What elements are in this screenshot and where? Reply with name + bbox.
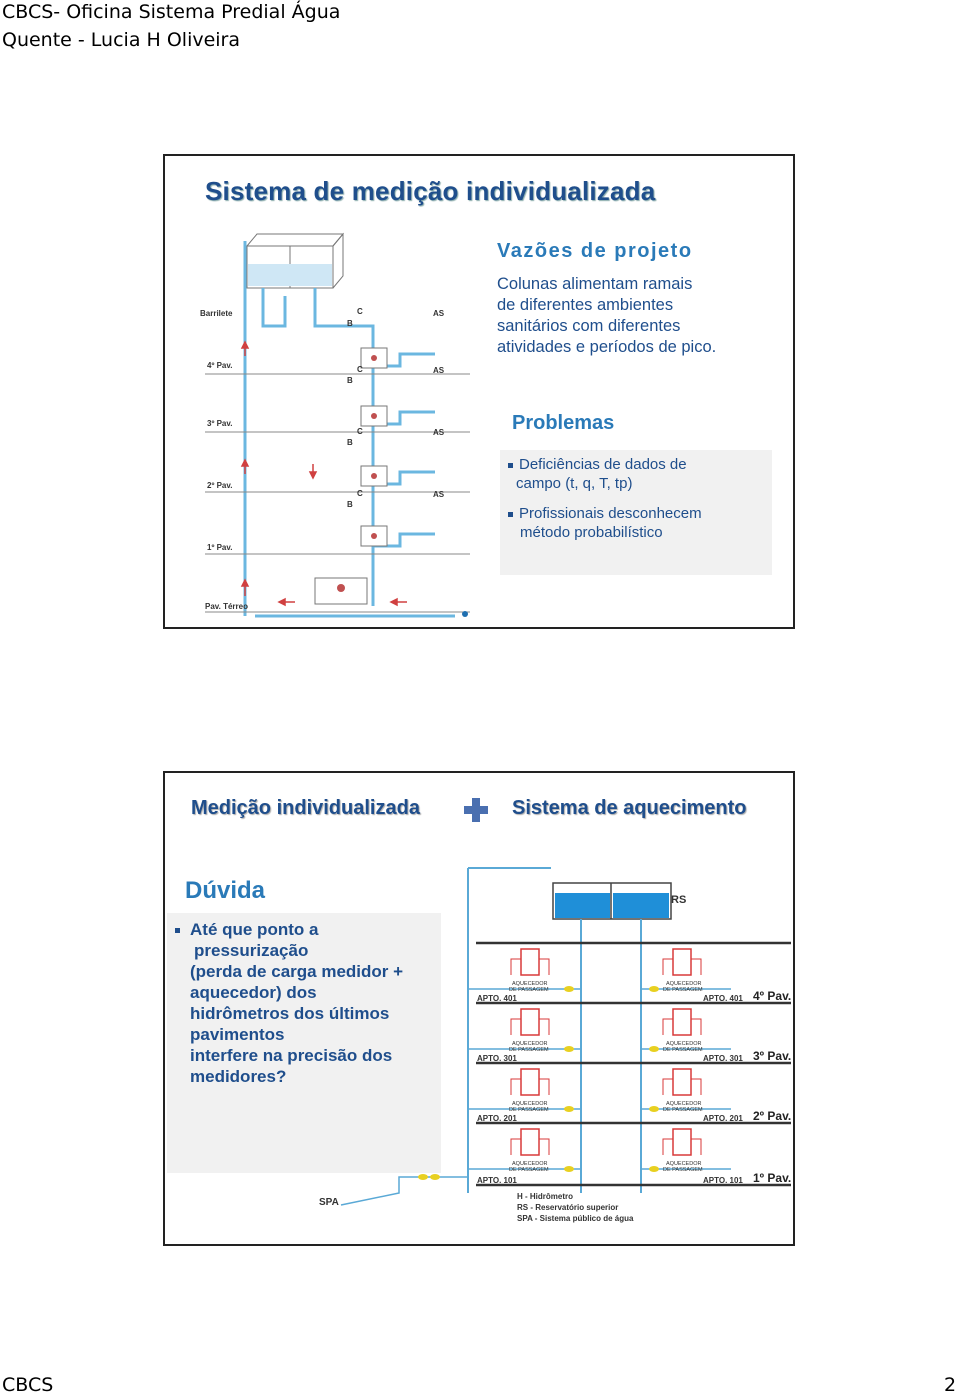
aquecedor-label: DE PASSAGEM <box>663 1047 703 1053</box>
rs-label: RS <box>671 894 687 906</box>
aquecedor-label: DE PASSAGEM <box>663 987 703 993</box>
header-line-1: CBCS- Oficina Sistema Predial Água <box>2 1 341 23</box>
apto-label: APTO. 101 <box>477 1176 517 1185</box>
label-4pav: 4º Pav. <box>207 361 233 370</box>
apto-label: APTO. 201 <box>477 1114 517 1123</box>
problemas-title: Problemas <box>512 412 615 434</box>
label-c: C <box>357 427 363 436</box>
aquecedor-label: DE PASSAGEM <box>509 1047 549 1053</box>
vazoes-title: Vazões de projeto <box>497 240 693 262</box>
label-c: C <box>357 489 363 498</box>
apto-label: APTO. 401 <box>703 994 743 1003</box>
legend-item: H - Hidrômetro <box>517 1192 573 1201</box>
aquecimento-title: Sistema de aquecimento <box>512 797 747 819</box>
aquecedor-label: DE PASSAGEM <box>509 1107 549 1113</box>
footer-left: CBCS <box>2 1374 54 1396</box>
page-number: 2 <box>944 1374 957 1396</box>
aquecedor-label: AQUECEDOR <box>666 1041 702 1047</box>
label-b: B <box>347 438 353 447</box>
slide-1 <box>163 154 795 629</box>
plus-icon <box>464 798 488 822</box>
label-as: AS <box>433 366 445 375</box>
vazoes-text <box>497 274 757 358</box>
duvida-text: Até que ponto a pressurização (perda de carga medidor + aquecedor) dos hidrômetros dos últimos pavimentos interfere na precisão dos medidores? <box>190 920 404 1086</box>
apto-label: APTO. 401 <box>477 994 517 1003</box>
apto-label: APTO. 301 <box>477 1054 517 1063</box>
apto-label: APTO. 201 <box>703 1114 743 1123</box>
problemas-box <box>500 450 772 575</box>
label-as: AS <box>433 428 445 437</box>
aquecedor-label: AQUECEDOR <box>666 1161 702 1167</box>
legend-item: SPA - Sistema público de água <box>517 1214 634 1223</box>
pav-label: 4º Pav. <box>753 989 791 1003</box>
aquecedor-label: AQUECEDOR <box>512 1161 548 1167</box>
aquecedor-label: AQUECEDOR <box>512 1041 548 1047</box>
header-line-2: Quente - Lucia H Oliveira <box>2 29 241 51</box>
label-2pav: 2º Pav. <box>207 481 233 490</box>
label-as: AS <box>433 309 445 318</box>
label-3pav: 3º Pav. <box>207 419 233 428</box>
label-b: B <box>347 376 353 385</box>
label-terreo: Pav. Térreo <box>205 602 248 611</box>
problemas-item: Profissionais desconhecem método probabilístico <box>508 504 768 542</box>
spa-label: SPA <box>319 1197 339 1208</box>
problemas-item: Deficiências de dados de campo (t, q, T, tp) <box>508 455 768 493</box>
aquecedor-label: AQUECEDOR <box>512 1101 548 1107</box>
heating-system-diagram <box>311 863 791 1243</box>
slide-2 <box>163 771 795 1246</box>
bullet-icon <box>175 928 180 933</box>
label-c: C <box>357 307 363 316</box>
apto-label: APTO. 301 <box>703 1054 743 1063</box>
pav-label: 2º Pav. <box>753 1109 791 1123</box>
label-c: C <box>357 365 363 374</box>
label-b: B <box>347 500 353 509</box>
building-riser-diagram <box>195 216 495 636</box>
pav-label: 3º Pav. <box>753 1049 791 1063</box>
vazoes-line: de diferentes ambientes <box>497 296 674 314</box>
vazoes-line: Colunas alimentam ramais <box>497 275 693 293</box>
aquecedor-label: DE PASSAGEM <box>663 1107 703 1113</box>
legend-item: RS - Reservatório superior <box>517 1203 619 1212</box>
bullet-icon <box>508 512 513 517</box>
slide-1-title: Sistema de medição individualizada <box>205 176 656 206</box>
aquecedor-label: AQUECEDOR <box>666 981 702 987</box>
vazoes-line: sanitários com diferentes <box>497 317 681 335</box>
label-barrilete: Barrilete <box>200 309 233 318</box>
label-b: B <box>347 319 353 328</box>
medicao-title: Medição individualizada <box>191 797 420 819</box>
aquecedor-label: AQUECEDOR <box>666 1101 702 1107</box>
aquecedor-label: DE PASSAGEM <box>663 1167 703 1173</box>
pav-label: 1º Pav. <box>753 1171 791 1185</box>
label-1pav: 1º Pav. <box>207 543 233 552</box>
aquecedor-label: DE PASSAGEM <box>509 1167 549 1173</box>
label-as: AS <box>433 490 445 499</box>
duvida-title: Dúvida <box>185 877 266 904</box>
bullet-icon <box>508 463 513 468</box>
aquecedor-label: AQUECEDOR <box>512 981 548 987</box>
aquecedor-label: DE PASSAGEM <box>509 987 549 993</box>
apto-label: APTO. 101 <box>703 1176 743 1185</box>
vazoes-line: atividades e períodos de pico. <box>497 338 717 356</box>
